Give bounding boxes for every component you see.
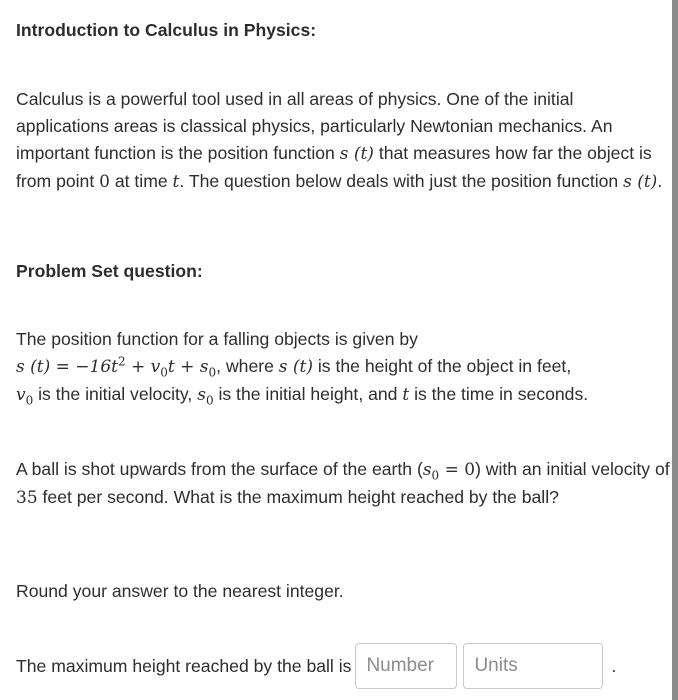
number-input[interactable] [355, 643, 457, 689]
intro-paragraph: Calculus is a powerful tool used in all areas of physics. One of the initial applications areas is classical physics, particularly Newtonian mechanics. An important function is the position function s (t) that measures how far the object is from point 0 at time t. The question below deals with just the position function s (t). [16, 89, 663, 192]
point-zero-math: 0 [99, 172, 110, 192]
answer-period: . [611, 655, 617, 676]
ball-paragraph: A ball is shot upwards from the surface of the earth $(s_0 = 0)$ with an initial velocity of 35 feet per second. What is the maximum height reached by the ball? [16, 459, 670, 508]
position-function-math: s (t) [339, 144, 374, 164]
problem-line-2: s $(t) = -16t^2 + v_0t + s_0$, where s (t) is the height of the object in feet, [16, 354, 572, 380]
scrollbar-edge [672, 0, 678, 700]
time-t-math: t [172, 172, 180, 192]
velocity-value: 35 [16, 488, 38, 508]
problem-paragraph [16, 326, 670, 409]
problem-heading: Problem Set question: [16, 261, 203, 281]
answer-row [16, 643, 616, 689]
position-function-math-2: s (t) [623, 172, 658, 192]
rounding-instruction: Round your answer to the nearest integer. [16, 581, 344, 601]
position-equation: s $(t) = -16t^2 + v_0t + s_0$ [16, 354, 217, 380]
problem-line-1: The position function for a falling objects is given by [16, 329, 418, 349]
problem-line-3: $v_0$ is the initial velocity, $s_0$ is the initial height, and t is the time in seconds. [16, 384, 589, 408]
units-input[interactable] [463, 643, 603, 689]
answer-label: The maximum height reached by the ball is [16, 655, 352, 676]
intro-heading: Introduction to Calculus in Physics: [16, 20, 317, 40]
